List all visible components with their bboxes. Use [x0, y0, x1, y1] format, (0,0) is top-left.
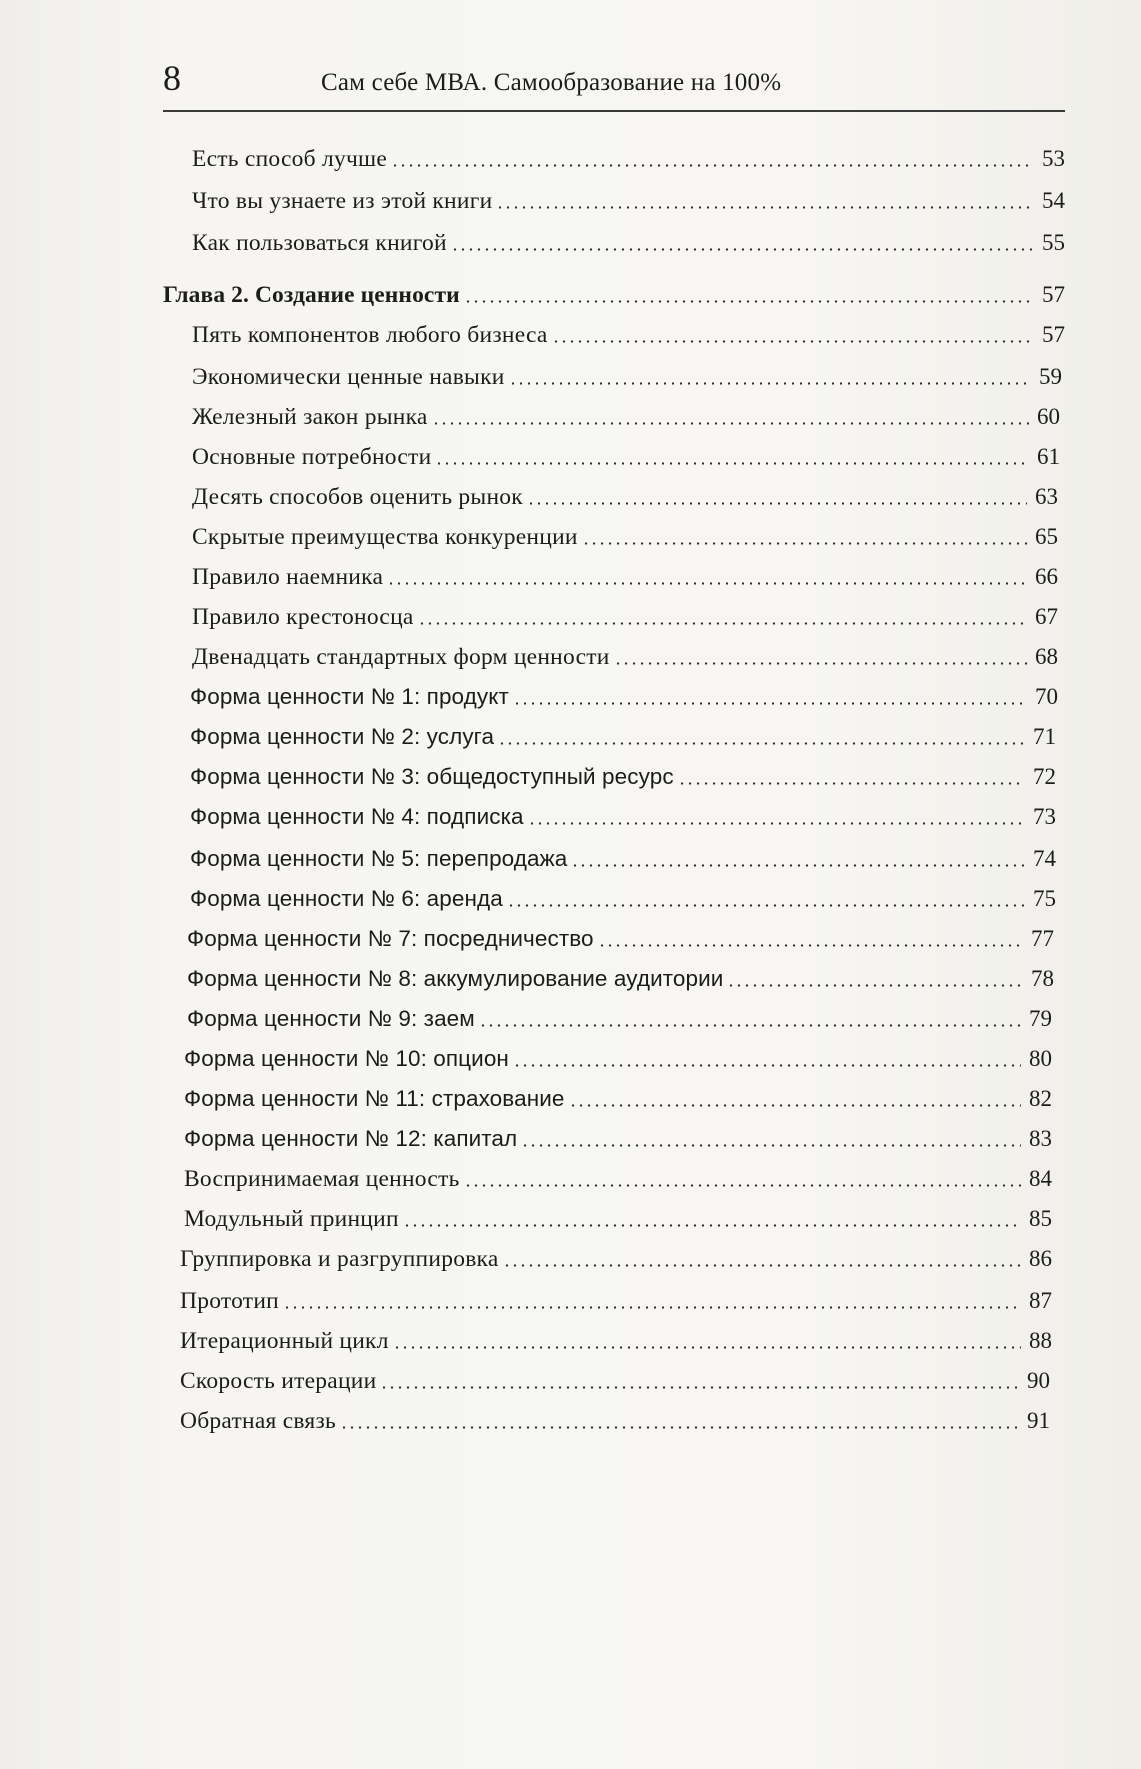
- dot-leader: [283, 1306, 1021, 1309]
- toc-entry: [187, 998, 1052, 1034]
- toc-entry-title: Есть способ лучше: [192, 146, 388, 172]
- dot-leader: [582, 542, 1027, 545]
- toc-entry: [192, 180, 1065, 216]
- dot-leader: [403, 1224, 1021, 1227]
- toc-entry: [192, 222, 1065, 258]
- dot-leader: [614, 662, 1027, 665]
- toc-entry-title: Обратная связь: [180, 1408, 336, 1434]
- toc-entry-page: 84: [1029, 1166, 1052, 1191]
- dot-leader: [464, 300, 1034, 303]
- toc-entry: [192, 476, 1058, 512]
- dot-leader: [571, 864, 1025, 867]
- running-title: Сам себе МВА. Самообразование на 100%: [321, 69, 782, 96]
- toc-entry: [190, 878, 1056, 914]
- toc-entry-page: 57: [1042, 282, 1065, 307]
- toc-entry: [192, 436, 1060, 472]
- toc-entry-page: 86: [1029, 1246, 1052, 1271]
- toc-entry-title: Глава 2. Создание ценности: [163, 282, 460, 308]
- dot-leader: [432, 422, 1029, 425]
- dot-leader: [503, 1264, 1021, 1267]
- toc-entry: [192, 138, 1065, 174]
- toc-entry-page: 77: [1031, 926, 1054, 951]
- dot-leader: [509, 382, 1031, 385]
- toc-entry: [190, 838, 1056, 874]
- toc-entry-page: 57: [1042, 322, 1065, 347]
- dot-leader: [418, 622, 1027, 625]
- dot-leader: [451, 248, 1034, 251]
- toc-entry-page: 75: [1033, 886, 1056, 911]
- toc-entry: [192, 516, 1058, 552]
- toc-entry-title: Форма ценности № 1: продукт: [190, 684, 509, 709]
- dot-leader: [528, 822, 1025, 825]
- toc-entry-title: Скорость итерации: [180, 1368, 377, 1394]
- dot-leader: [479, 1024, 1021, 1027]
- toc-entry-page: 71: [1033, 724, 1056, 749]
- toc-entry-page: 66: [1035, 564, 1058, 589]
- toc-entry: [180, 1280, 1052, 1316]
- toc-entry: [190, 676, 1058, 712]
- toc-entry-title: Экономически ценные навыки: [192, 364, 505, 390]
- toc-entry-title: Форма ценности № 2: услуга: [190, 724, 495, 749]
- dot-leader: [552, 340, 1034, 343]
- toc-entry-page: 80: [1029, 1046, 1052, 1071]
- toc-entry-page: 78: [1031, 966, 1054, 991]
- toc-entry-title: Форма ценности № 5: перепродажа: [190, 846, 568, 871]
- toc-entry-title: Пять компонентов любого бизнеса: [192, 322, 548, 348]
- toc-entry: [190, 756, 1056, 792]
- dot-leader: [521, 1144, 1021, 1147]
- toc-entry-title: Скрытые преимущества конкуренции: [192, 524, 578, 550]
- toc-entry-title: Как пользоваться книгой: [192, 230, 447, 256]
- toc-entry-page: 53: [1042, 146, 1065, 171]
- toc-entry-title: Форма ценности № 3: общедоступный ресурс: [190, 764, 674, 789]
- toc-entry-title: Итерационный цикл: [180, 1328, 389, 1354]
- toc-entry-title: Форма ценности № 9: заем: [187, 1006, 475, 1031]
- toc-entry-title: Форма ценности № 12: капитал: [184, 1126, 518, 1151]
- dot-leader: [507, 904, 1025, 907]
- toc-entry-page: 83: [1029, 1126, 1052, 1151]
- toc-entry: [184, 1158, 1052, 1194]
- dot-leader: [569, 1104, 1021, 1107]
- toc-entry-page: 67: [1035, 604, 1058, 629]
- page-number: 8: [163, 58, 181, 98]
- toc-entry: [180, 1360, 1050, 1396]
- toc-entry-page: 60: [1037, 404, 1060, 429]
- toc-entry-title: Форма ценности № 11: страхование: [184, 1086, 565, 1111]
- toc-entry-title: Воспринимаемая ценность: [184, 1166, 460, 1192]
- toc-entry-title: Форма ценности № 8: аккумулирование аудитории: [187, 966, 724, 991]
- toc-entry-title: Правило наемника: [192, 564, 384, 590]
- dot-leader: [527, 502, 1027, 505]
- dot-leader: [496, 206, 1034, 209]
- toc-entry-page: 55: [1042, 230, 1065, 255]
- dot-leader: [387, 582, 1027, 585]
- dot-leader: [513, 1064, 1021, 1067]
- toc-entry-page: 73: [1033, 804, 1056, 829]
- toc-entry-title: Форма ценности № 6: аренда: [190, 886, 503, 911]
- toc-entry-title: Группировка и разгруппировка: [180, 1246, 499, 1272]
- dot-leader: [598, 944, 1023, 947]
- dot-leader: [498, 742, 1025, 745]
- toc-entry-page: 70: [1035, 684, 1058, 709]
- toc-entry: [184, 1078, 1052, 1114]
- toc-entry-title: Форма ценности № 7: посредничество: [187, 926, 594, 951]
- toc-entry-page: 91: [1027, 1408, 1050, 1433]
- toc-entry-page: 87: [1029, 1288, 1052, 1313]
- toc-entry-page: 74: [1033, 846, 1056, 871]
- dot-leader: [435, 462, 1029, 465]
- toc-entry: [184, 1038, 1052, 1074]
- dot-leader: [678, 782, 1025, 785]
- toc-entry-title: Модульный принцип: [184, 1206, 399, 1232]
- dot-leader: [391, 164, 1034, 167]
- toc-entry: [184, 1198, 1052, 1234]
- toc-entry-page: 61: [1037, 444, 1060, 469]
- dot-leader: [464, 1184, 1021, 1187]
- toc-entry-page: 54: [1042, 188, 1065, 213]
- toc-entry-title: Форма ценности № 4: подписка: [190, 804, 524, 829]
- toc-entry-page: 65: [1035, 524, 1058, 549]
- toc-entry: [184, 1118, 1052, 1154]
- toc-entry: [192, 396, 1060, 432]
- toc-entry-page: 79: [1029, 1006, 1052, 1031]
- toc-entry: [180, 1320, 1052, 1356]
- toc-entry-page: 85: [1029, 1206, 1052, 1231]
- dot-leader: [393, 1346, 1021, 1349]
- toc-entry: [192, 314, 1065, 350]
- toc-entry-title: Правило крестоносца: [192, 604, 414, 630]
- toc-entry-page: 59: [1039, 364, 1062, 389]
- toc-entry-page: 90: [1027, 1368, 1050, 1393]
- toc-entry: [192, 356, 1062, 392]
- toc-entry: [180, 1238, 1052, 1274]
- toc-entry-page: 82: [1029, 1086, 1052, 1111]
- toc-entry-page: 72: [1033, 764, 1056, 789]
- toc-entry: [190, 716, 1056, 752]
- toc-entry: [192, 556, 1058, 592]
- toc-entry: [192, 596, 1058, 632]
- toc-entry: [187, 918, 1054, 954]
- toc-entry-page: 63: [1035, 484, 1058, 509]
- toc-chapter-heading: [163, 274, 1065, 310]
- dot-leader: [340, 1426, 1019, 1429]
- toc-entry: [190, 796, 1056, 832]
- toc-entry-page: 88: [1029, 1328, 1052, 1353]
- toc-entry: [187, 958, 1054, 994]
- toc-entry-title: Что вы узнаете из этой книги: [192, 188, 493, 214]
- toc-entry-title: Форма ценности № 10: опцион: [184, 1046, 509, 1071]
- dot-leader: [727, 984, 1023, 987]
- toc-entry-title: Десять способов оценить рынок: [192, 484, 523, 510]
- toc-entry-title: Двенадцать стандартных форм ценности: [192, 644, 610, 670]
- toc-entry: [192, 636, 1058, 672]
- toc-entry-page: 68: [1035, 644, 1058, 669]
- toc-entry-title: Прототип: [180, 1288, 279, 1314]
- dot-leader: [513, 702, 1027, 705]
- toc-entry-title: Основные потребности: [192, 444, 432, 470]
- toc-entry: [180, 1400, 1050, 1436]
- toc-entry-title: Железный закон рынка: [192, 404, 428, 430]
- dot-leader: [380, 1386, 1019, 1389]
